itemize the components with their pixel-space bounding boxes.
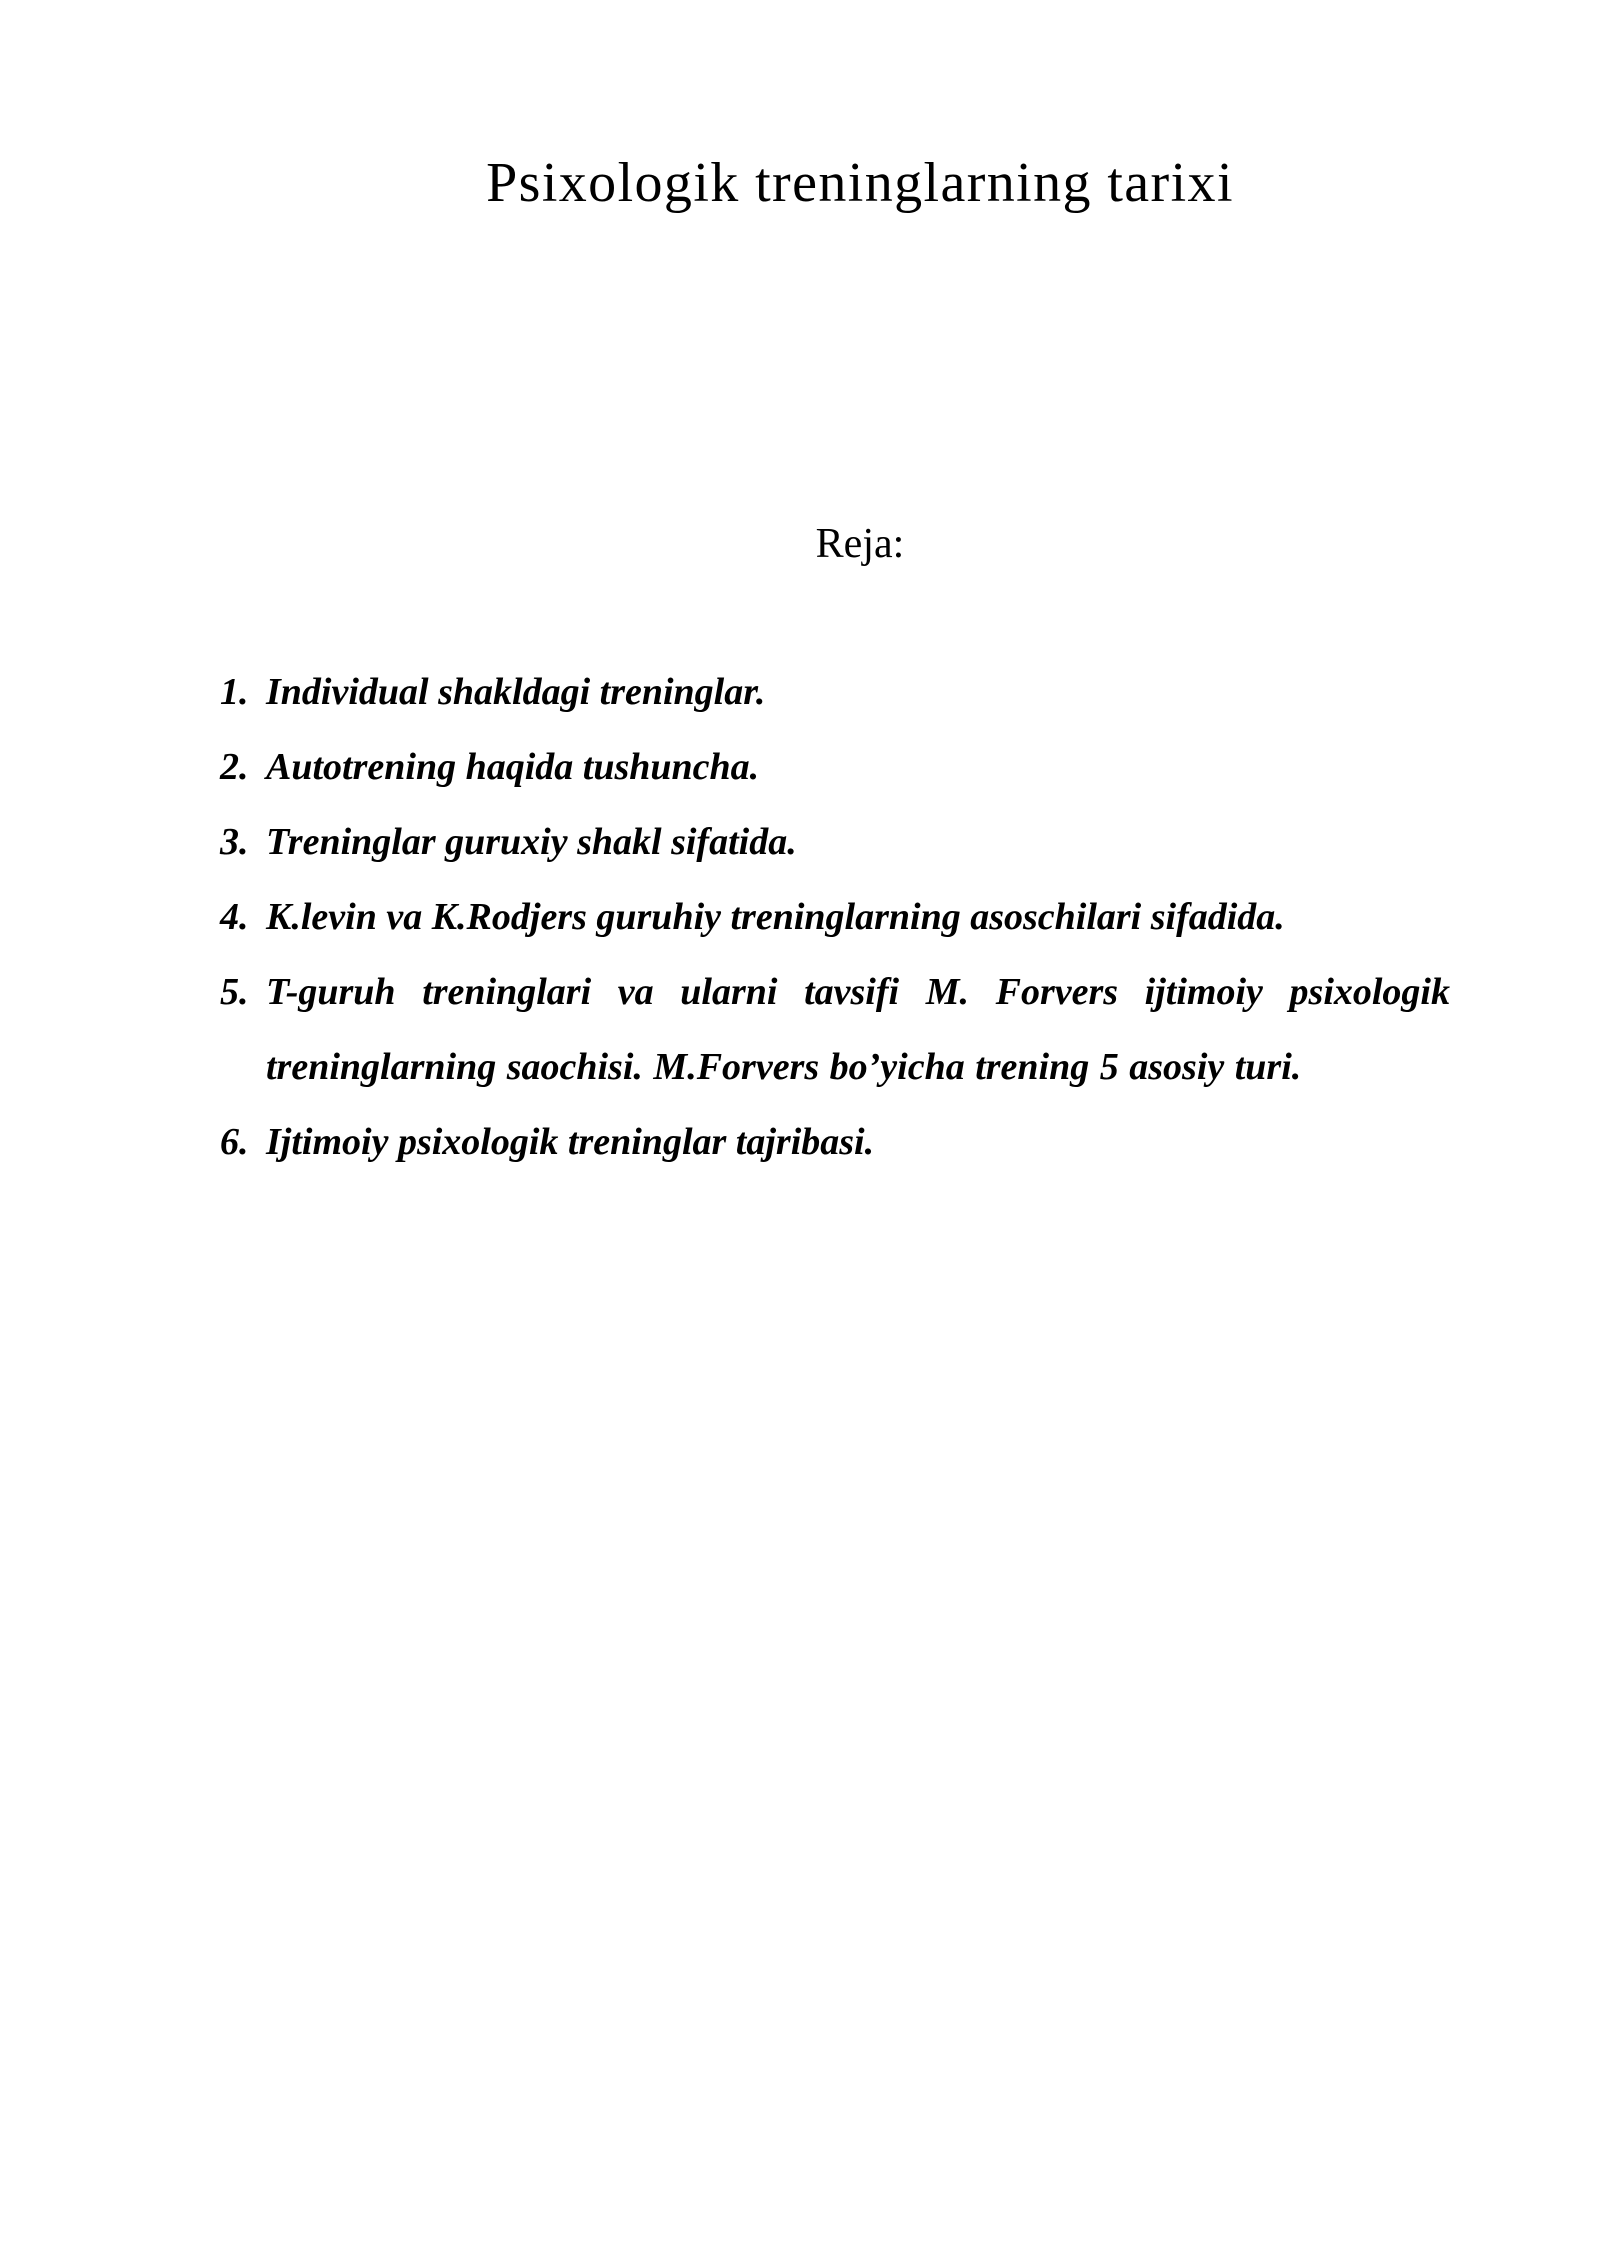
plan-item-text: Treninglar guruxiy shakl sifatida.: [266, 821, 797, 863]
plan-item-number: 6.: [220, 1121, 249, 1163]
plan-item-number: 2.: [220, 746, 249, 788]
plan-item-number: 4.: [220, 896, 249, 938]
plan-item-text: Ijtimoiy psixologik treninglar tajribasi.: [266, 1121, 875, 1163]
plan-heading: Reja:: [815, 521, 905, 567]
plan-item: [220, 655, 1450, 730]
document-title: Psixologik treninglarning tarixi: [486, 152, 1234, 214]
plan-item: [220, 955, 1450, 1105]
plan-item-text: T-guruh treninglari va ularni tavsifi M. Forvers ijtimoiy psixologik treninglarning saochisi. M.Forvers bo’yicha trening 5 asosiy turi.: [266, 971, 1450, 1088]
plan-item: [220, 805, 1450, 880]
plan-item-number: 3.: [220, 821, 249, 863]
plan-item: [220, 880, 1450, 955]
plan-item: [220, 1105, 1450, 1180]
plan-item-number: 5.: [220, 971, 249, 1013]
plan-list: [220, 655, 1450, 1180]
plan-item-text: K.levin va K.Rodjers guruhiy treninglarning asoschilari sifadida.: [266, 896, 1285, 938]
plan-item: [220, 730, 1450, 805]
plan-item-text: Individual shakldagi treninglar.: [266, 671, 766, 713]
plan-item-text: Autotrening haqida tushuncha.: [266, 746, 760, 788]
plan-item-number: 1.: [220, 671, 249, 713]
